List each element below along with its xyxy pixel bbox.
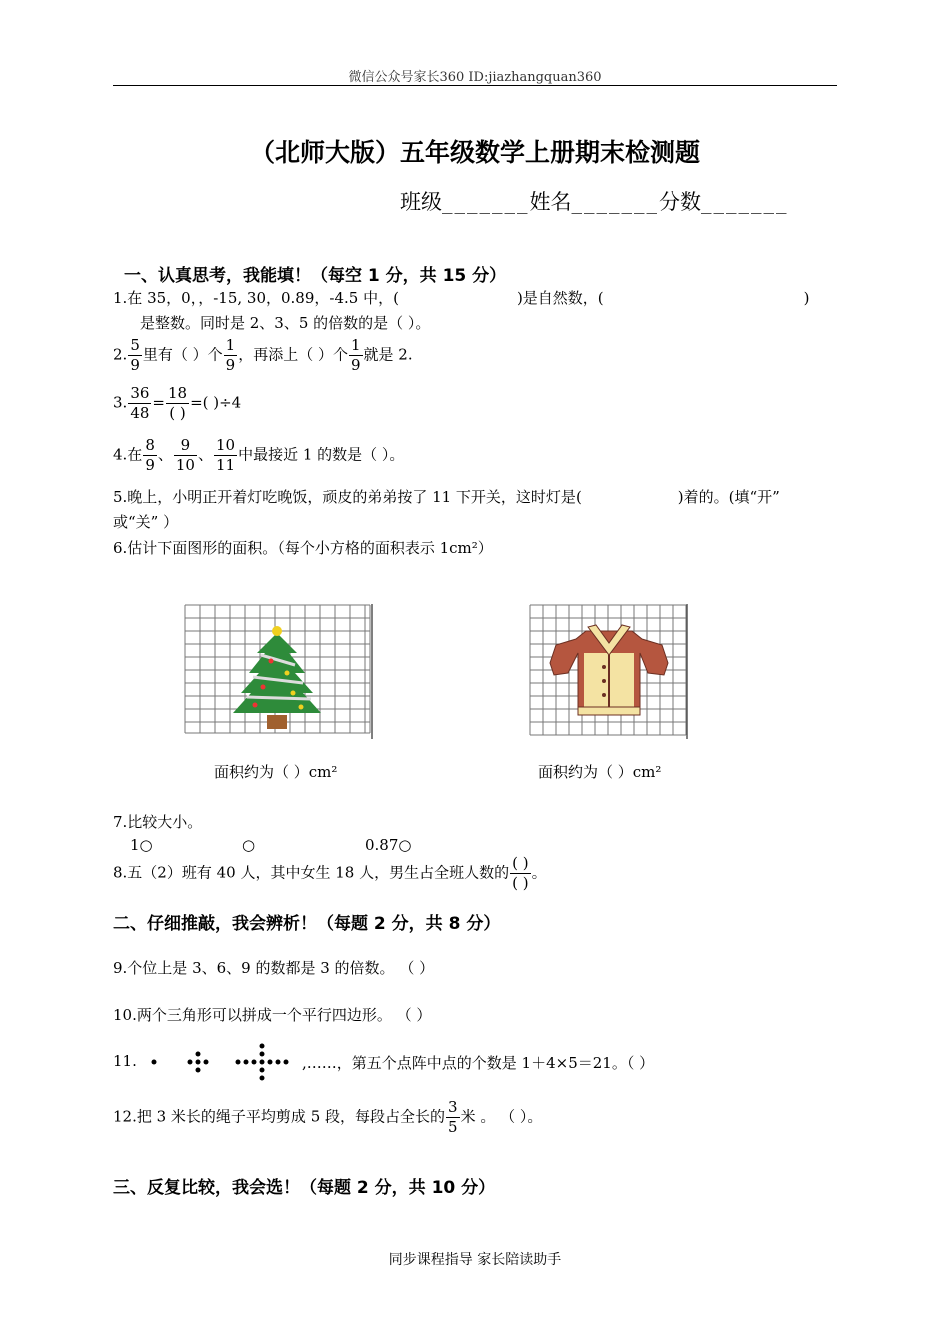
score-label: 分数: [659, 190, 701, 214]
name-label: 姓名: [529, 190, 572, 214]
question-5-line2: 或“关” ）: [113, 513, 179, 531]
section-3-heading: 三、反复比较，我会选！（每题 2 分，共 10 分）: [113, 1178, 496, 1198]
name-blank[interactable]: _______: [571, 190, 659, 214]
question-9: 9.个位上是 3、6、9 的数都是 3 的倍数。 （ ）: [113, 959, 435, 977]
compare-1: 1○: [130, 836, 153, 854]
question-6: 6.估计下面图形的面积。（每个小方格的面积表示 1cm²）: [113, 539, 493, 557]
header-divider: [113, 85, 837, 86]
page-title: （北师大版）五年级数学上册期末检测题: [249, 138, 700, 167]
compare-2: ○: [242, 836, 256, 854]
fraction: $\frac{10}{11}$: [215, 436, 236, 474]
score-blank[interactable]: _______: [701, 190, 789, 214]
fraction: $\frac{5}{9}$: [130, 336, 140, 374]
question-7: 7.比较大小。: [113, 813, 203, 831]
fraction: $\frac{8}{9}$: [145, 436, 155, 474]
question-1-line1: 1.在 35，0，，-15, 30，0.89，-4.5 中，( )是自然数，( ): [113, 289, 810, 307]
compare-3: 0.87○: [365, 836, 412, 854]
section-2-heading: 二、仔细推敲，我会辨析！（每题 2 分，共 8 分）: [113, 914, 501, 934]
dot-pattern-figure: [146, 1040, 306, 1084]
question-4: 4.在 $\frac{8}{9}$ 、 $\frac{9}{10}$ 、 $\frac{10}{11}$ 中最接近 1 的数是（ ）。: [113, 436, 405, 474]
fraction: $\frac{36}{48}$: [130, 384, 150, 422]
dot-pattern-2: [188, 1052, 209, 1073]
page-header: 微信公众号家长360 ID:jiazhangquan360: [348, 70, 602, 85]
fraction: $\frac{1}{9}$: [225, 336, 236, 374]
caption-jacket: 面积约为（ ）cm²: [538, 763, 662, 781]
jacket-icon: [550, 625, 668, 715]
fraction: $\frac{18}{( )}$: [167, 384, 188, 422]
question-11-prefix: 11.: [113, 1052, 137, 1070]
question-12: 12.把 3 米长的绳子平均剪成 5 段，每段占全长的 $\frac{3}{5}$ 米 。 （ ）。: [113, 1098, 543, 1136]
christmas-tree-icon: [233, 626, 321, 729]
caption-tree: 面积约为（ ）cm²: [214, 763, 338, 781]
question-10: 10.两个三角形可以拼成一个平行四边形。 （ ）: [113, 1006, 432, 1024]
question-3: 3. $\frac{36}{48}$ = $\frac{18}{( )}$ =( )÷4: [113, 384, 242, 422]
question-2: 2. $\frac{5}{9}$ 里有（ ）个 $\frac{1}{9}$ ，再添上（ ）个 $\frac{1}{9}$ 就是 2.: [113, 336, 413, 374]
page-footer: 同步课程指导 家长陪读助手: [388, 1252, 562, 1268]
fraction: $\frac{1}{9}$: [350, 336, 361, 374]
class-blank[interactable]: _______: [442, 190, 530, 214]
student-info: [400, 186, 789, 216]
dot-pattern-3: [236, 1044, 289, 1081]
fraction: $\frac{3}{5}$: [448, 1098, 458, 1136]
fraction: $\frac{9}{10}$: [175, 436, 195, 474]
dot-pattern-1: [152, 1060, 157, 1065]
question-5-line1: 5.晚上，小明正开着灯吃晚饭，顽皮的弟弟按了 11 下开关，这时灯是( )着的。(填“开”: [113, 488, 780, 506]
question-8: 8.五（2）班有 40 人，其中女生 18 人，男生占全班人数的 $\frac{( )}{( )}$ 。: [113, 854, 547, 892]
fraction: $\frac{( )}{( )}$: [512, 854, 529, 892]
section-1-heading: 一、认真思考，我能填！（每空 1 分，共 15 分）: [124, 266, 507, 286]
question-1-line2: 是整数。同时是 2、3、5 的倍数的是（ ）。: [140, 314, 431, 332]
grid-jacket-figure: [528, 603, 690, 740]
class-label: 班级: [400, 190, 442, 214]
grid-tree-figure: [183, 603, 373, 740]
question-11: ,……，第五个点阵中点的个数是 1＋4×5＝21。（ ）: [302, 1054, 655, 1072]
